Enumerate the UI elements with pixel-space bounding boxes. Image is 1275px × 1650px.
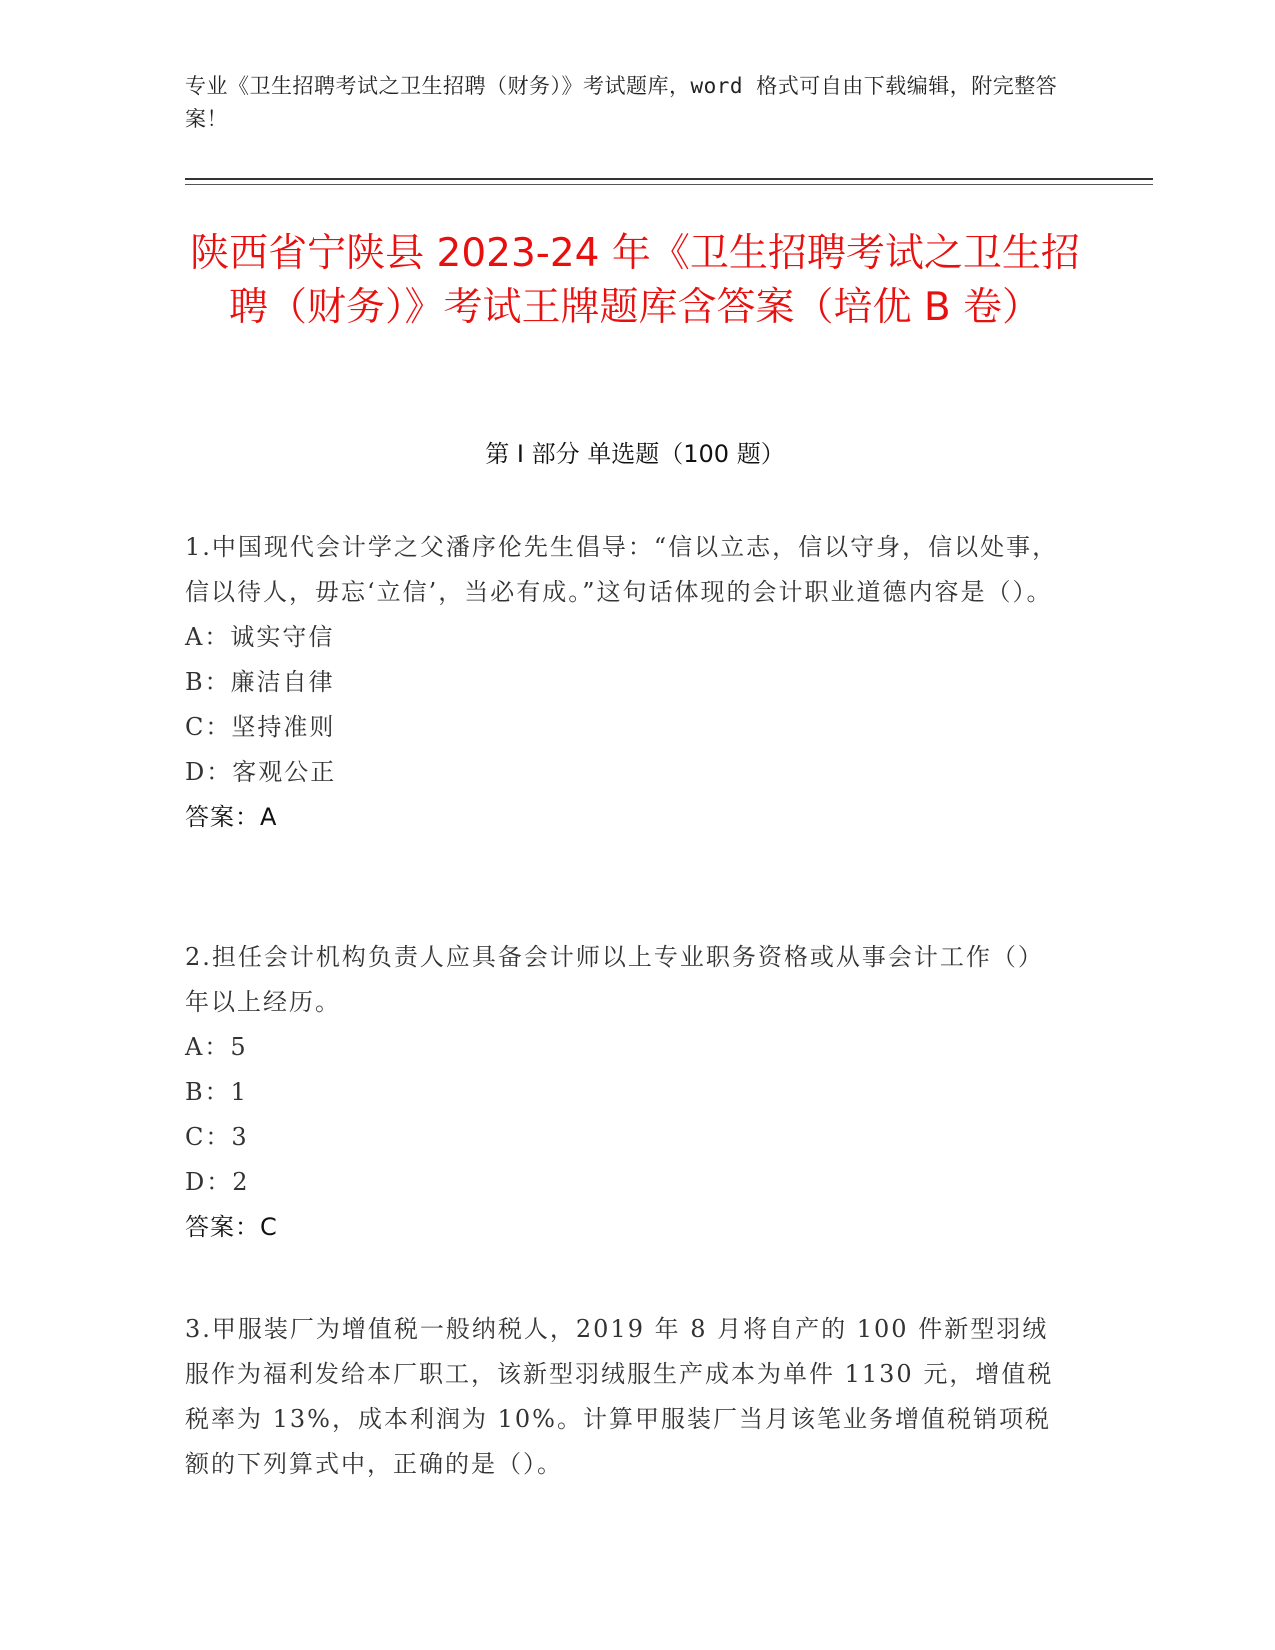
option-d: D：2 <box>185 1168 250 1196</box>
question-1 <box>185 525 1065 840</box>
answer: 答案：A <box>185 803 278 831</box>
option-b: B：1 <box>185 1078 248 1106</box>
question-3 <box>185 1307 1065 1487</box>
header-divider-thin <box>185 184 1153 185</box>
option-a: A：5 <box>185 1033 248 1061</box>
option-c: C：坚持准则 <box>185 713 336 741</box>
document-title: 陕西省宁陕县 2023-24 年《卫生招聘考试之卫生招聘（财务）》考试王牌题库含答案（培优 B 卷） <box>190 231 1080 330</box>
header-divider <box>185 178 1153 180</box>
question-stem: 2.担任会计机构负责人应具备会计师以上专业职务资格或从事会计工作（）年以上经历。 <box>185 943 1044 1016</box>
header-note: 专业《卫生招聘考试之卫生招聘（财务）》考试题库，word 格式可自由下载编辑，附完整答案！ <box>185 74 1058 131</box>
section-heading: 第 I 部分 单选题（100 题） <box>485 440 785 468</box>
option-b: B：廉洁自律 <box>185 668 335 696</box>
question-2 <box>185 935 1065 1250</box>
question-stem: 3.甲服装厂为增值税一般纳税人，2019 年 8 月将自产的 100 件新型羽绒服作为福利发给本厂职工，该新型羽绒服生产成本为单件 1130 元，增值税税率为 13%，成本利润为 10%。计算甲服装厂当月该笔业务增值税销项税额的下列算式中，正确的是（）。 <box>185 1315 1054 1478</box>
answer: 答案：C <box>185 1213 278 1241</box>
option-d: D：客观公正 <box>185 758 337 786</box>
question-stem: 1.中国现代会计学之父潘序伦先生倡导：“信以立志，信以守身，信以处事，信以待人，毋忘‘立信’，当必有成。”这句话体现的会计职业道德内容是（）。 <box>185 533 1059 606</box>
option-c: C：3 <box>185 1123 249 1151</box>
option-a: A：诚实守信 <box>185 623 335 651</box>
